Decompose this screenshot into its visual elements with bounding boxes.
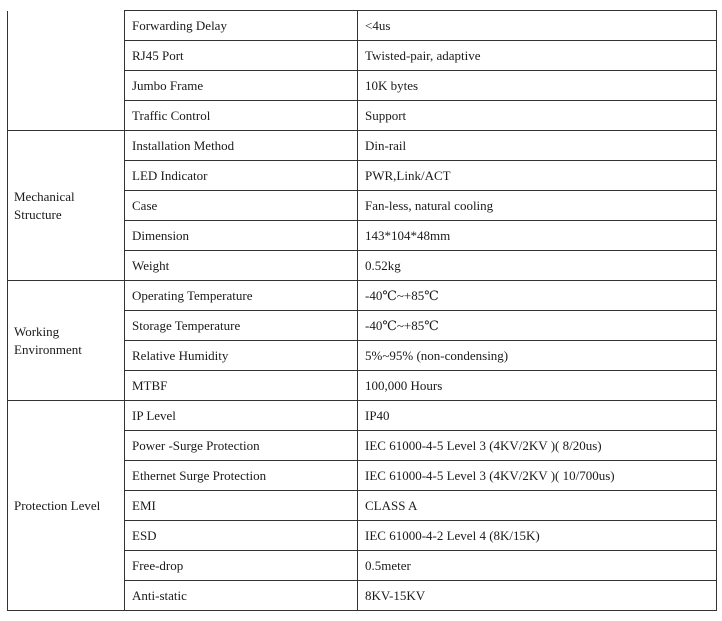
value-cell: Support	[358, 101, 717, 131]
value-cell: <4us	[358, 11, 717, 41]
parameter-cell: Relative Humidity	[125, 341, 358, 371]
value-cell: 143*104*48mm	[358, 221, 717, 251]
group-label: Protection Level	[8, 401, 125, 611]
value-cell: 0.52kg	[358, 251, 717, 281]
parameter-cell: ESD	[125, 521, 358, 551]
value-cell: IP40	[358, 401, 717, 431]
parameter-cell: Forwarding Delay	[125, 11, 358, 41]
table-row	[8, 281, 717, 311]
parameter-cell: Storage Temperature	[125, 311, 358, 341]
parameter-cell: Anti-static	[125, 581, 358, 611]
value-cell: 0.5meter	[358, 551, 717, 581]
parameter-cell: EMI	[125, 491, 358, 521]
parameter-cell: Weight	[125, 251, 358, 281]
parameter-cell: Dimension	[125, 221, 358, 251]
group-label: Working Environment	[8, 281, 125, 401]
parameter-cell: Traffic Control	[125, 101, 358, 131]
parameter-cell: Jumbo Frame	[125, 71, 358, 101]
parameter-cell: Installation Method	[125, 131, 358, 161]
parameter-cell: Power -Surge Protection	[125, 431, 358, 461]
value-cell: 5%~95% (non-condensing)	[358, 341, 717, 371]
group-label	[8, 11, 125, 131]
value-cell: IEC 61000-4-5 Level 3 (4KV/2KV )( 10/700us)	[358, 461, 717, 491]
table-row	[8, 11, 717, 41]
spec-table-body	[8, 11, 717, 611]
value-cell: 10K bytes	[358, 71, 717, 101]
group-label: Mechanical Structure	[8, 131, 125, 281]
value-cell: IEC 61000-4-2 Level 4 (8K/15K)	[358, 521, 717, 551]
value-cell: IEC 61000-4-5 Level 3 (4KV/2KV )( 8/20us)	[358, 431, 717, 461]
value-cell: -40℃~+85℃	[358, 281, 717, 311]
value-cell: CLASS A	[358, 491, 717, 521]
parameter-cell: Free-drop	[125, 551, 358, 581]
table-row	[8, 131, 717, 161]
parameter-cell: MTBF	[125, 371, 358, 401]
value-cell: 8KV-15KV	[358, 581, 717, 611]
value-cell: Fan-less, natural cooling	[358, 191, 717, 221]
value-cell: Twisted-pair, adaptive	[358, 41, 717, 71]
parameter-cell: RJ45 Port	[125, 41, 358, 71]
value-cell: Din-rail	[358, 131, 717, 161]
table-row	[8, 401, 717, 431]
parameter-cell: LED Indicator	[125, 161, 358, 191]
parameter-cell: Case	[125, 191, 358, 221]
parameter-cell: IP Level	[125, 401, 358, 431]
value-cell: 100,000 Hours	[358, 371, 717, 401]
parameter-cell: Operating Temperature	[125, 281, 358, 311]
value-cell: -40℃~+85℃	[358, 311, 717, 341]
parameter-cell: Ethernet Surge Protection	[125, 461, 358, 491]
value-cell: PWR,Link/ACT	[358, 161, 717, 191]
spec-table	[7, 10, 717, 611]
